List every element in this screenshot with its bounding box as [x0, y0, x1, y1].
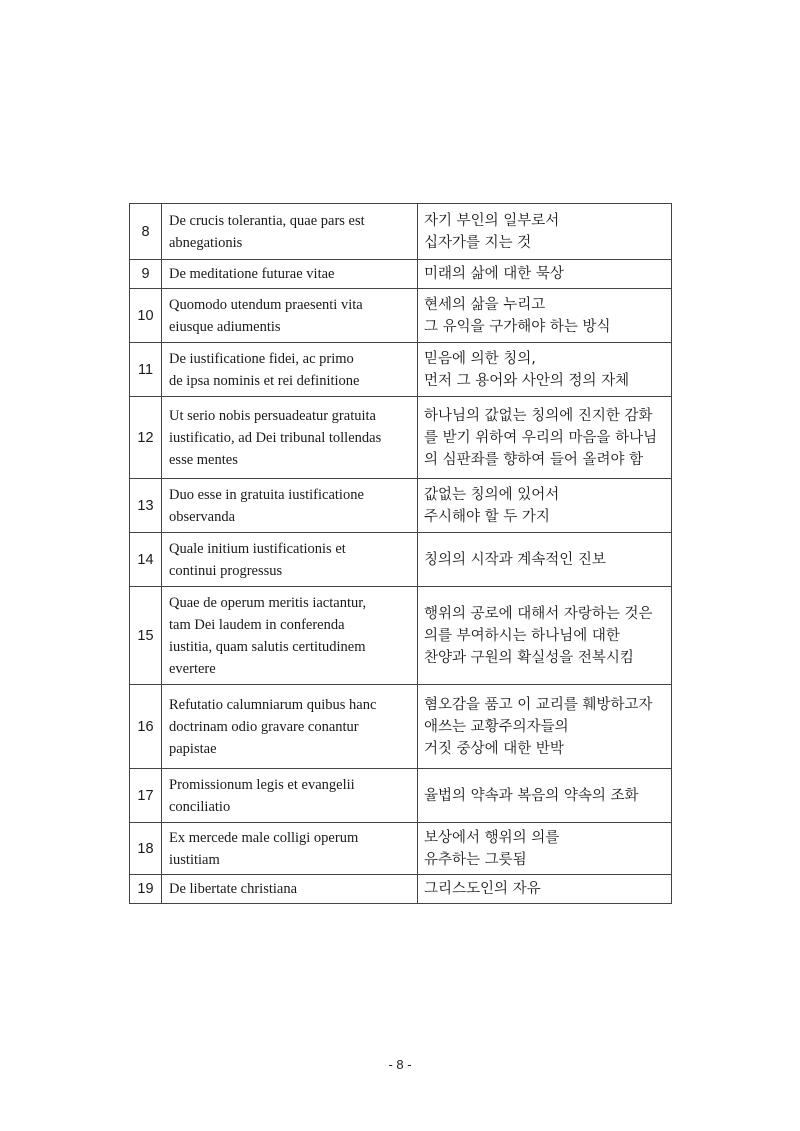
korean-title-line: 를 받기 위하여 우리의 마음을 하나님: [424, 429, 658, 446]
korean-title-line: 의를 부여하시는 하나님에 대한: [424, 627, 620, 644]
chapter-number: 15: [130, 587, 162, 685]
korean-title-cell: [418, 823, 672, 875]
korean-title-cell: [418, 260, 672, 289]
table-row: [130, 875, 672, 904]
chapter-number: 19: [130, 875, 162, 904]
korean-title-cell: [418, 769, 672, 823]
korean-title-line: 그 유익을 구가해야 하는 방식: [424, 318, 611, 335]
latin-title-line: iustitiam: [169, 851, 220, 868]
chapter-number: 11: [130, 343, 162, 397]
korean-title-line: 현세의 삶을 누리고: [424, 296, 546, 313]
latin-title-line: tam Dei laudem in conferenda: [169, 616, 345, 633]
latin-title-cell: [162, 587, 418, 685]
table-row: [130, 343, 672, 397]
latin-title-cell: [162, 204, 418, 260]
korean-title-line: 거짓 중상에 대한 반박: [424, 740, 564, 757]
korean-title-cell: [418, 479, 672, 533]
latin-title-line: continui progressus: [169, 562, 283, 579]
page-number: - 8 -: [388, 1057, 412, 1072]
table-row: [130, 260, 672, 289]
latin-title-line: doctrinam odio gravare conantur: [169, 718, 359, 735]
chapter-number: 16: [130, 685, 162, 769]
korean-title-line: 율법의 약속과 복음의 약속의 조화: [424, 787, 639, 804]
korean-title-line: 찬양과 구원의 확실성을 전복시킴: [424, 649, 634, 666]
latin-title-line: observanda: [169, 508, 236, 525]
latin-title-cell: [162, 343, 418, 397]
table-row: [130, 397, 672, 479]
latin-title-line: De libertate christiana: [169, 881, 298, 897]
table-row: [130, 289, 672, 343]
latin-title-line: Refutatio calumniarum quibus hanc: [169, 696, 377, 713]
latin-title-cell: [162, 875, 418, 904]
korean-title-cell: [418, 343, 672, 397]
korean-title-line: 애쓰는 교황주의자들의: [424, 718, 569, 735]
chapter-number: 9: [130, 260, 162, 289]
table-row: [130, 479, 672, 533]
latin-title-line: iustitia, quam salutis certitudinem: [169, 638, 366, 655]
latin-title-line: De meditatione futurae vitae: [169, 266, 335, 282]
latin-title-cell: [162, 289, 418, 343]
latin-title-cell: [162, 823, 418, 875]
latin-title-line: abnegationis: [169, 234, 243, 251]
korean-title-cell: [418, 587, 672, 685]
latin-title-line: Promissionum legis et evangelii: [169, 776, 355, 793]
table-row: [130, 685, 672, 769]
korean-title-line: 먼저 그 용어와 사안의 정의 자체: [424, 372, 630, 389]
latin-title-cell: [162, 260, 418, 289]
chapter-number: 13: [130, 479, 162, 533]
chapter-number: 12: [130, 397, 162, 479]
korean-title-line: 혐오감을 품고 이 교리를 훼방하고자: [424, 696, 653, 713]
korean-title-line: 의 심판좌를 향하여 들어 올려야 함: [424, 451, 644, 468]
korean-title-line: 자기 부인의 일부로서: [424, 212, 560, 229]
latin-title-line: Duo esse in gratuita iustificatione: [169, 486, 364, 503]
latin-title-cell: [162, 397, 418, 479]
korean-title-cell: [418, 875, 672, 904]
korean-title-cell: [418, 204, 672, 260]
chapter-number: 14: [130, 533, 162, 587]
table-row: [130, 533, 672, 587]
table-row: [130, 204, 672, 260]
chapter-number: 18: [130, 823, 162, 875]
latin-title-line: esse mentes: [169, 451, 238, 468]
chapter-number: 10: [130, 289, 162, 343]
latin-title-cell: [162, 533, 418, 587]
korean-title-line: 믿음에 의한 칭의,: [424, 350, 536, 367]
latin-title-line: Quomodo utendum praesenti vita: [169, 296, 363, 313]
latin-title-line: iustificatio, ad Dei tribunal tollendas: [169, 429, 382, 446]
korean-title-line: 행위의 공로에 대해서 자랑하는 것은: [424, 605, 653, 622]
latin-title-line: evertere: [169, 660, 216, 677]
latin-title-line: Quale initium iustificationis et: [169, 540, 346, 557]
korean-title-cell: [418, 397, 672, 479]
korean-title-line: 하나님의 값없는 칭의에 진지한 감화: [424, 407, 653, 424]
korean-title-line: 칭의의 시작과 계속적인 진보: [424, 551, 606, 568]
latin-title-line: conciliatio: [169, 798, 231, 815]
table-row: [130, 823, 672, 875]
korean-title-line: 유추하는 그릇됨: [424, 851, 527, 868]
latin-title-line: De iustificatione fidei, ac primo: [169, 350, 354, 367]
chapter-number: 17: [130, 769, 162, 823]
table-row: [130, 587, 672, 685]
table-row: [130, 769, 672, 823]
korean-title-line: 보상에서 행위의 의를: [424, 829, 560, 846]
latin-title-line: Quae de operum meritis iactantur,: [169, 594, 367, 611]
latin-title-line: Ex mercede male colligi operum: [169, 829, 359, 846]
chapter-table-body: [130, 204, 672, 904]
korean-title-line: 십자가를 지는 것: [424, 234, 532, 251]
korean-title-cell: [418, 685, 672, 769]
latin-title-cell: [162, 685, 418, 769]
korean-title-line: 값없는 칭의에 있어서: [424, 486, 560, 503]
korean-title-line: 주시해야 할 두 가지: [424, 508, 550, 525]
latin-title-line: Ut serio nobis persuadeatur gratuita: [169, 407, 376, 424]
latin-title-line: papistae: [169, 740, 217, 757]
korean-title-cell: [418, 289, 672, 343]
latin-title-cell: [162, 479, 418, 533]
chapter-table: [129, 203, 672, 904]
korean-title-cell: [418, 533, 672, 587]
korean-title-line: 미래의 삶에 대한 묵상: [424, 266, 564, 282]
latin-title-line: De crucis tolerantia, quae pars est: [169, 212, 365, 229]
latin-title-line: eiusque adiumentis: [169, 318, 281, 335]
korean-title-line: 그리스도인의 자유: [424, 881, 541, 897]
latin-title-cell: [162, 769, 418, 823]
latin-title-line: de ipsa nominis et rei definitione: [169, 372, 360, 389]
chapter-number: 8: [130, 204, 162, 260]
